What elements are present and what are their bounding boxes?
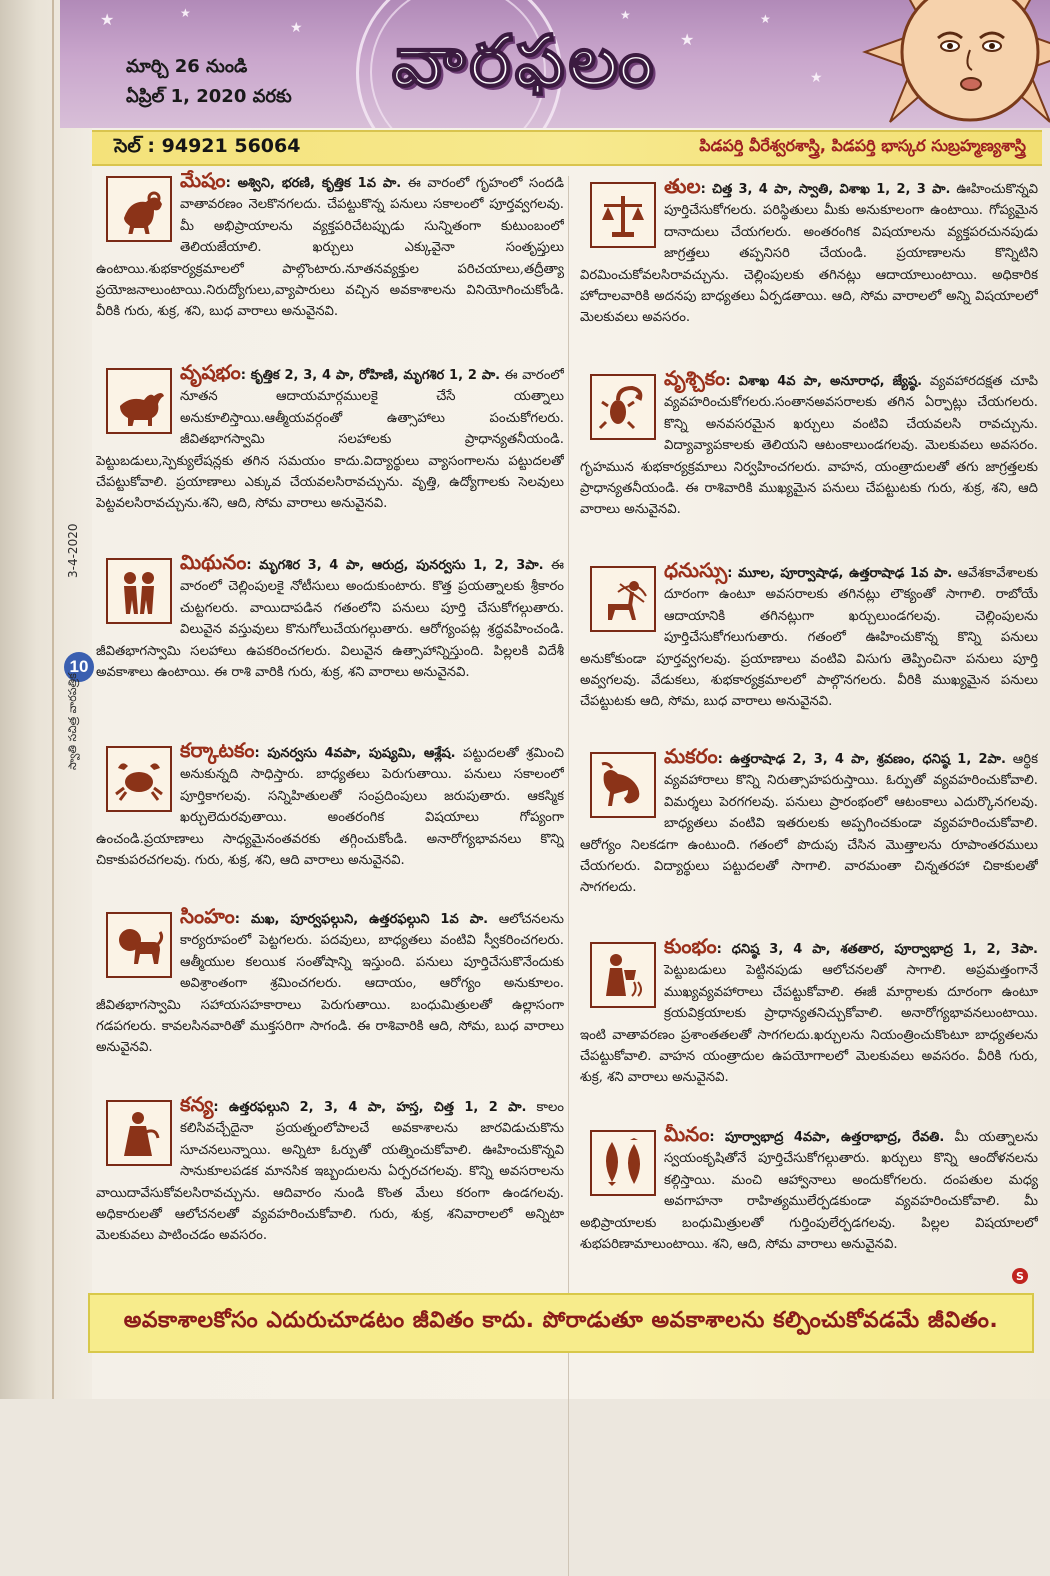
- aquarius-waterbearer-icon: [598, 950, 648, 1000]
- sign-name: మేషం: [180, 170, 226, 192]
- horoscope-entry: [96, 1094, 564, 1280]
- authors: పిడపర్తి వీరేశ్వరశాస్త్రి, పిడపర్తి భాస్కర సుబ్రహ్మణ్యశాస్త్రి: [699, 136, 1026, 155]
- sign-nakshatras: : మూల, పూర్వాషాఢ, ఉత్తరాషాఢ 1వ పా.: [727, 566, 953, 581]
- sign-illustration: [106, 1100, 172, 1166]
- sagittarius-archer-icon: [598, 574, 648, 624]
- sign-nakshatras: : ధనిష్ఠ 3, 4 పా, శతతార, పూర్వాభాద్ర 1, 2, 3పా.: [716, 942, 1038, 957]
- sign-name: వృశ్చికం: [664, 368, 726, 390]
- sign-nakshatras: : విశాఖ 4వ పా, అనూరాధ, జ్యేష్ఠ.: [725, 374, 923, 389]
- sign-name: కర్కాటకం: [180, 740, 255, 762]
- horoscope-entry: [96, 362, 564, 542]
- sign-name: సింహం: [180, 906, 235, 928]
- horoscope-entry: [96, 170, 564, 358]
- sign-illustration: [106, 558, 172, 624]
- sign-illustration: [106, 912, 172, 978]
- sign-nakshatras: : ఉత్తరాషాఢ 2, 3, 4 పా, శ్రవణం, ధనిష్ఠ 1, 2పా.: [717, 752, 1006, 767]
- sign-nakshatras: : మఖ, పూర్వఫల్గుని, ఉత్తరఫల్గుని 1వ పా.: [234, 912, 489, 927]
- sign-nakshatras: : అశ్విని, భరణి, కృత్తిక 1వ పా.: [225, 176, 402, 191]
- sign-prediction: ఈ వారంలో చెల్లింపులకై నోటీసులు అందుకుంటారు. కొత్త ప్రయత్నాలకు శ్రీకారం చుట్టగలరు. వాయిదాపడిన గతంలోని పనులు పూర్తి చేసుకోగల్గుతారు. విలువైన వస్తువులు కొనుగోలుచేయగల్గుతారు. ఆరోగ్యంపట్ల శ్రద్ధవహించండి. జీవితభాగస్వామి సలహాలు ఉపకరించగలరు. విలువైన ఉత్సాహాన్నిస్తుంది. పిల్లలకి విదేశీ అవకాశాలు ఉంటాయి. ఈ రాశి వారికి గురు, శుక్ర, శని వారాలు అనువైనవి.: [96, 558, 564, 681]
- horoscope-entry: [580, 746, 1038, 924]
- sign-name: మీనం: [664, 1124, 710, 1146]
- sign-nakshatras: : మృగశిర 3, 4 పా, ఆరుద్ర, పునర్వసు 1, 2, 3పా.: [246, 558, 544, 573]
- sign-prediction: ఈ వారంలో గృహంలో సందడి వాతావరణం నెలకొనగలదు. చేపట్టుకొన్న పనులు సకాలంలో పూర్తవ్వగలవు. మీ అభిప్రాయాలను వ్యక్తపరిచేటప్పుడు సున్నితంగా కుటుంబంలో తెలియజేయాలి. ఖర్చులు ఎక్కువైనా సంతృప్తులు ఉంటాయి.శుభకార్యక్రమాలలో పాల్గొంటారు.నూతనవ్యక్తుల పరిచయాలు,తద్రీత్యా ప్రయోజనాలుంటాయి.నిరుద్యోగులు,వ్యాపారులు వచ్చిన అవకాశాలను వినియోగించుకోండి. వీరికి గురు, శుక్ర, శని, బుధ వారాలు అనువైనవి.: [96, 176, 564, 320]
- sign-prediction: పట్టుదలతో శ్రమించి అనుకున్నది సాధిస్తారు. బాధ్యతలు పెరుగుతాయి. పనులు సకాలంలో పూర్తికాగలవు. సన్నిహితులతో సంప్రదింపులు జరుపుతారు. ఆకస్మిక ఖర్చులెదురవుతాయి. అంతరంగిక విషయాలు గోప్యంగా ఉంచండి.ప్రయాణాలు సాధ్యమైనంతవరకు తగ్గించుకోండి. అనారోగ్యభావనలు కొన్ని చికాకుపరచగలవు. గురు, శుక్ర, శని, ఆది వారాలు అనువైనవి.: [96, 746, 564, 869]
- star-icon: ★: [100, 10, 115, 29]
- date-from: మార్చి 26 నుండి: [126, 56, 248, 77]
- header-banner: [60, 0, 1050, 128]
- sign-name: కుంభం: [664, 936, 717, 958]
- virgo-maiden-icon: [114, 1108, 164, 1158]
- horoscope-entry: [580, 560, 1038, 736]
- horoscope-entry: [580, 936, 1038, 1116]
- star-icon: ★: [810, 70, 823, 86]
- column-divider: [568, 176, 569, 1576]
- horoscope-entry: [580, 368, 1038, 552]
- sign-illustration: [590, 752, 656, 818]
- star-icon: ★: [680, 30, 695, 49]
- sign-nakshatras: : చిత్త 3, 4 పా, స్వాతి, విశాఖ 1, 2, 3 పా.: [700, 182, 951, 197]
- sign-illustration: [590, 1130, 656, 1196]
- sign-prediction: ఈ వారంలో నూతన ఆదాయమార్గములకై చేసే యత్నాలు అనుకూలిస్తాయి.ఆత్మీయవర్గంతో ఉత్సాహాలు పంచుకోగలరు. జీవితభాగస్వామి సలహాలకు ప్రాధాన్యతనీయండి. పెట్టుబడులు,స్పెక్యులేషన్లకు తగిన సమయం కాదు.విద్యార్థులు వ్యాసంగాలను పట్టుదలతో చేపట్టుకోవాలి. ప్రయాణాలు ఎక్కువ చేయవలసిరావచ్చును. వృత్తి, ఉద్యోగాలకు సెలవులు పెట్టవలసిరావచ్చును.శని, ఆది, సోమ వారాలు అనువైనవి.: [96, 368, 564, 512]
- sign-illustration: [106, 746, 172, 812]
- sign-prediction: ఆవేశకావేశాలకు దూరంగా ఉంటూ అవసరాలకు తగినట్లు లౌక్యంతో సాగాలి. రాబోయే ఆదాయానికి తగినట్లుగా ఖర్చులుండగలవు. చెల్లింపులను పూర్తిచేసుకోగలుగుతారు. గతంలో ఊహించుకొన్న కొన్ని పనులు అనుకోకుండా పూర్తవ్వగలవు. ప్రయాణాలు వంటివి విసుగు తెప్పించినా పనులు పూర్తి అవ్వగలవు. వేడుకలు, శుభకార్యక్రమాలలో పాల్గొనగలరు. వీరికి ముఖ్యమైన పనులు చేపట్టుటకు ఆది, సోమ, బుధ వారాలు అనువైనవి.: [580, 566, 1038, 710]
- capricorn-goat-icon: [598, 760, 648, 810]
- sun-face-icon: [860, 0, 1050, 128]
- sign-name: మకరం: [664, 746, 718, 768]
- date-to: ఏప్రిల్ 1, 2020 వరకు: [126, 86, 292, 107]
- sign-nakshatras: : కృత్తిక 2, 3, 4 పా, రోహిణి, మృగశిర 1, 2 పా.: [240, 368, 501, 383]
- page-fold: [52, 0, 54, 1399]
- section-end-mark: S: [1012, 1268, 1028, 1284]
- star-icon: ★: [760, 12, 771, 26]
- footer-quote: అవకాశాలకోసం ఎదురుచూడటం జీవితం కాదు. పోరాడుతూ అవకాశాలను కల్పించుకోవడమే జీవితం.: [88, 1293, 1034, 1353]
- sign-name: ధనుస్సు: [664, 560, 728, 582]
- cancer-crab-icon: [114, 754, 164, 804]
- sign-prediction: వ్యవహారదక్షత చూపి వ్యవహరించుకోగలరు.సంతానఅవసరాలకు తగిన ఏర్పాట్లు చేయగలరు. కొన్ని అనవసరమైన ఖర్చులు వంటివి చేయవలసి రావచ్చును. విద్యావ్యాపకాలకు తెలియని ఆటంకాలుండగలవు. మెలకువలు అవసరం. గృహమున శుభకార్యక్రమాలు నిర్వహించగలరు. వాహన, యంత్రాదులతో తగు జాగ్రత్తలకు ప్రాధాన్యతనీయండి. ఈ రాశివారికి ముఖ్యమైన పనులు చేపట్టుటకు గురు, శుక్ర, శని, ఆది వారాలు అనువైనవి.: [580, 374, 1038, 518]
- sign-illustration: [590, 566, 656, 632]
- horoscope-entry: [580, 176, 1038, 362]
- star-icon: ★: [620, 8, 631, 22]
- horoscope-entry: [96, 906, 564, 1090]
- sign-prediction: కాలం కలిసివచ్చేదైనా ప్రయత్నంలోపాలచే అవకాశాలను జారవిడుచుకొను సూచనలున్నాయి. అన్నిటా ఓర్పుతో యత్నించుకోవాలి. ఊహించుకొన్నవి సానుకూలపడక మానసిక ఇబ్బందులను ఏర్పరచగలవు. కొన్ని అవసరాలను వాయిదావేసుకోవలసిరావచ్చును. ఆదివారం నుండి కొంత మేలు కరంగా ఉండగలవు. అధికారులతో ఆలోచనలతో వ్యవహరించుకోవాలి. గురు, శుక్ర, శనివారాలలో అన్నిటా మెలకువలు పాటించడం అవసరం.: [96, 1100, 564, 1244]
- leo-lion-icon: [114, 920, 164, 970]
- sign-name: వృషభం: [180, 362, 241, 384]
- date-range: [126, 52, 292, 112]
- sign-illustration: [590, 182, 656, 248]
- horoscope-entry: [580, 1124, 1038, 1284]
- contact-band: [92, 130, 1042, 166]
- sign-name: కన్య: [180, 1094, 214, 1116]
- pisces-fish-icon: [598, 1138, 648, 1188]
- taurus-bull-icon: [114, 376, 164, 426]
- sign-prediction: పెట్టుబడులు పెట్టినపుడు ఆలోచనలతో సాగాలి. అప్రమత్తంగానే ముఖ్యవ్యవహారాలు చేపట్టుకోవాలి. ఈజీ మార్గాలకు దూరంగా ఉంటూ క్రయవిక్రయాలకు ప్రాధాన్యతనిచ్చుకోవాలి. అనారోగ్యభావనలుంటాయి. ఇంటి వాతావరణం ప్రశాంతతలతో సాగగలదు.ఖర్చులను నియంత్రించుకొంటూ బాధ్యతలను చేపట్టుకోవాలి. వాహన యంత్రాదుల ఉపయోగాలలో మెలకువలు అవసరం. వీరికి గురు, శుక్ర, శని వారాలు అనువైనవి.: [580, 963, 1038, 1086]
- scorpio-scorpion-icon: [598, 382, 648, 432]
- page-number: 10: [64, 652, 94, 682]
- star-icon: ★: [180, 6, 191, 20]
- horoscope-entry: [96, 740, 564, 900]
- cell-number: సెల్ : 94921 56064: [114, 135, 301, 157]
- side-date: 3-4-2020: [66, 523, 80, 578]
- aries-ram-icon: [114, 184, 164, 234]
- sign-illustration: [590, 942, 656, 1008]
- page-title: వారఫలం: [392, 20, 658, 102]
- sign-illustration: [106, 368, 172, 434]
- sign-prediction: మీ యత్నాలను స్వయంకృషితోనే పూర్తిచేసుకోగల్గుతారు. ఖర్చులు కొన్ని ఆందోళనలను కల్గిస్తాయి. మంచి ఆహ్వానాలు అందుకోగలరు. దంపతుల మధ్య అవగాహనా రాహిత్యములేర్పడకుండా వ్యవహరించుకోవాలి. మీ అభిప్రాయాలకు బంధుమిత్రులతో గుర్తింపులేర్పడగలవు. పిల్లల విషయాలలో శుభపరిణామాలుంటాయి. శని, ఆది, సోమ వారాలు అనువైనవి.: [580, 1130, 1038, 1253]
- sign-nakshatras: : పూర్వాభాద్ర 4వపా, ఉత్తరాభాద్ర, రేవతి.: [709, 1130, 945, 1145]
- sign-name: తుల: [664, 176, 701, 198]
- libra-scales-icon: [598, 190, 648, 240]
- star-icon: ★: [290, 20, 303, 36]
- magazine-name: స్వాతి సచిత్ర వారపత్రిక: [66, 673, 79, 770]
- sign-illustration: [590, 374, 656, 440]
- horoscope-entry: [96, 552, 564, 728]
- gemini-twins-icon: [114, 566, 164, 616]
- sign-name: మిథునం: [180, 552, 247, 574]
- sign-prediction: ఊహించుకొన్నవి పూర్తిచేసుకోగలరు. పరిస్థితులు మీకు అనుకూలంగా ఉంటాయి. గోప్యమైన దానాదులు చేయగలరు. అంతరంగిక విషయాలను వ్యక్తపరచునపుడు జాగ్రత్తలు తప్పనిసరి చేయండి. ప్రయాణాలను కొన్నిటిని విరమించుకోవలసిరావచ్చును. చెల్లింపులకు తగినట్లు ఆదాయాలుంటాయి. అధికారిక హోదాలవారికి అదనపు బాధ్యతలు ఏర్పడతాయి. ఆది, సోమ వారాలలో అన్ని విషయాలలో మెలకువలు అవసరం.: [580, 182, 1038, 326]
- sign-nakshatras: : ఉత్తరఫల్గుని 2, 3, 4 పా, హస్త, చిత్త 1, 2 పా.: [213, 1100, 527, 1115]
- sign-illustration: [106, 176, 172, 242]
- sign-prediction: ఆర్థిక వ్యవహారాలు కొన్ని నిరుత్సాహపరుస్తాయి. ఓర్పుతో వ్యవహరించుకోవాలి. విమర్శలు పెరగగలవు. పనులు ప్రారంభంలో ఆటంకాలు ఎదుర్కొనగలవు. బాధ్యతలు వంటివి ఇతరులకు అప్పగించకుండా వ్యవహరించుకోవాలి. ఆరోగ్యం నిలకడగా ఉంటుంది. గతంలో పొదుపు చేసిన మొత్తాలను రూపాంతరములు చేయగలరు. విద్యార్థులు పట్టుదలతో సాగాలి. వారమంతా చిన్నతరహా చికాకులతో సాగగలదు.: [580, 752, 1038, 896]
- sign-nakshatras: : పునర్వసు 4వపా, పుష్యమి, ఆశ్లేష.: [254, 746, 456, 761]
- sign-prediction: ఆలోచనలను కార్యరూపంలో పెట్టగలరు. పదవులు, బాధ్యతలు వంటివి స్వీకరించగలరు. ఆత్మీయుల కలయిక సంతోషాన్ని ఇస్తుంది. పనులు పూర్తిచేసుకొనేందుకు అవిశ్రాంతంగా శ్రమించగలరు. ఆదాయం, ఆరోగ్యం అనుకూలం. జీవితభాగస్వామి సహాయసహకారాలు పెరుగుతాయి. బంధుమిత్రులతో ఉల్లాసంగా గడపగలరు. కావలసినవారితో ముక్తసరిగా సాగండి. ఈ రాశివారికి ఆది, సోమ, బుధ వారాలు అనువైనవి.: [96, 912, 564, 1056]
